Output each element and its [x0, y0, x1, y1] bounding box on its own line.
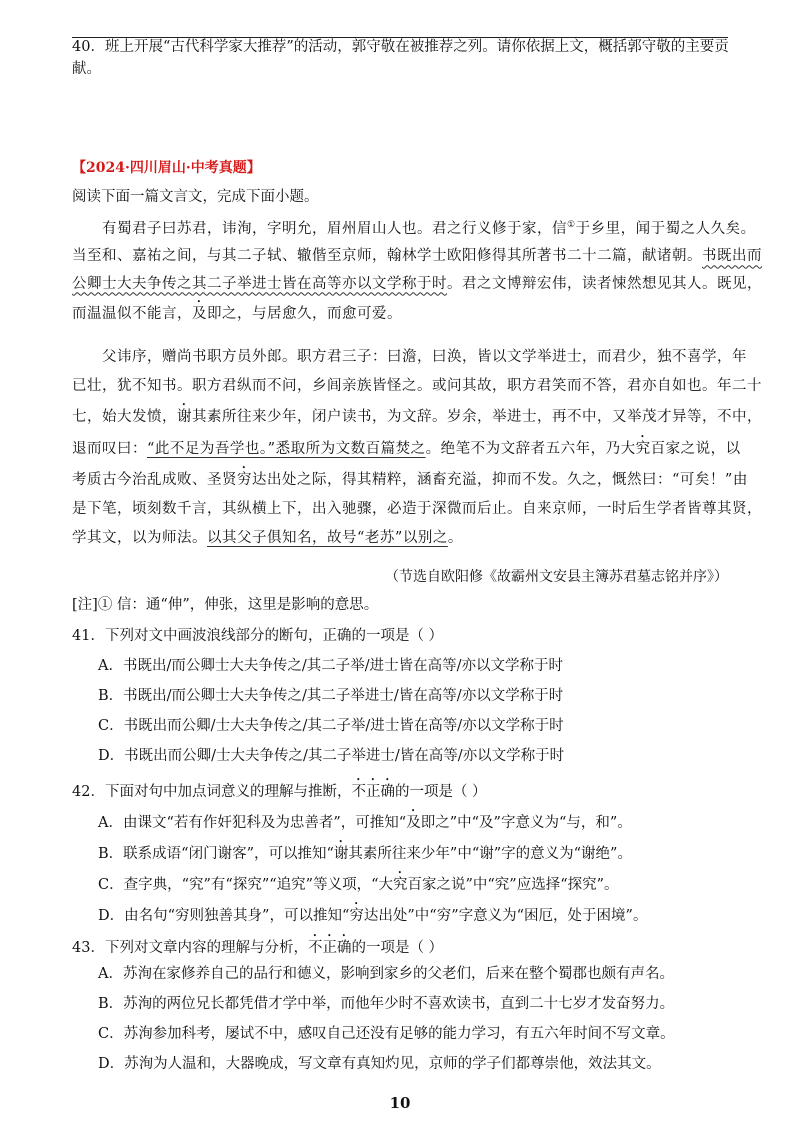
- q42-option-b: [98, 838, 758, 865]
- q42-option-a: [98, 807, 758, 834]
- q43-stem: [72, 932, 732, 959]
- q42-option-c: [98, 869, 758, 896]
- q43-stem-b: 的一项是（ ）: [351, 940, 444, 956]
- dotted-word-jiu: 究: [635, 440, 651, 457]
- q42b-2: 其素所往来少年”中“谢”字的意义为“谢绝”。: [348, 846, 632, 862]
- p2-line6: 是下笔，顷刻数千言，其纵横上下，出入驰骤，必造于深微而后止。自来京师，一时后生学者皆尊其贤，: [72, 501, 762, 518]
- page-number: 10: [389, 1094, 411, 1112]
- q40-line1: 40．班上开展“古代科学家大推荐”的活动，郭守敬在被推荐之列。请你依据上文，概括郭守敬的主要贡: [72, 39, 729, 55]
- p2-line4e: 百家之说，以: [650, 440, 741, 457]
- p2-line7c: 。: [447, 530, 463, 547]
- q40-line2: 献。: [72, 61, 101, 77]
- underlined-sentence-2: 以其父子俱知名，故号“老苏”以别之: [207, 530, 448, 547]
- q41-option-c: C．书既出而公卿/士大夫争传之/其二子举/进士皆在高等/亦以文学称于时: [98, 718, 564, 734]
- source-tag: 【2024·四川眉山·中考真题】: [72, 160, 261, 176]
- q43-option-d: D．苏洵为人温和，大器晚成，写文章有真知灼见，京师的学子们都尊崇他，效法其文。: [98, 1056, 661, 1072]
- question-40: [72, 36, 732, 80]
- q42a-dotted: 及: [406, 815, 421, 831]
- p1-line3: 。君之文博辩宏伟，读者悚然想见其人。既见，: [447, 275, 762, 292]
- dotted-word-ji: 及: [192, 305, 207, 322]
- q43-stem-a: 43．下列对文章内容的理解与分析，: [72, 940, 308, 956]
- dotted-word-qiong: 穷: [237, 471, 252, 488]
- q41-option-d: D．书既出而公卿/士大夫争传之/其二子举进士/皆在高等/亦以文学称于时: [98, 748, 565, 764]
- q42c-1: C．查字典，“究”有“探究”“追究”等义项，“大: [98, 877, 393, 893]
- annotation-note: [注]① 信：通“伸”，伸张，这里是影响的意思。: [72, 597, 379, 613]
- q41-option-b: B．书既出/而公卿士大夫争传之/其二子举进士/皆在高等/亦以文学称于时: [98, 688, 564, 704]
- q42a-2: 即之”中“及”字意义为“与，和”。: [420, 815, 632, 831]
- q43-option-b: B．苏洵的两位兄长都凭借才学中举，而他年少时不喜欢读书，直到二十七岁才发奋努力。: [98, 996, 675, 1012]
- wavy-segment-b: 公卿士大夫争传之其二子举进士皆在高等亦以文学称于时: [72, 275, 447, 292]
- q43-option-a: A．苏洵在家修养自己的品行和德义，影响到家乡的父老们，后来在整个蜀郡也颇有声名。: [98, 966, 674, 982]
- q41-option-a: A．书既出/而公卿士大夫争传之/其二子举/进士皆在高等/亦以文学称于时: [98, 658, 564, 674]
- instruction: 阅读下面一篇文言文，完成下面小题。: [72, 189, 319, 205]
- p1-line2: 当至和、嘉祐之间，与其二子轼、辙偕至京师，翰林学士欧阳修得其所著书二十二篇，献诸朝。: [72, 248, 702, 265]
- q42-stem: [72, 776, 732, 803]
- q42d-dotted: 穷: [349, 908, 364, 924]
- q41-stem: 41．下列对文中画波浪线部分的断句，正确的一项是（ ）: [72, 628, 444, 644]
- wavy-segment-a: 书既出而: [702, 248, 762, 265]
- p2-line3a: 七，始大发愤，: [72, 409, 177, 426]
- p1-line4b: 即之，与居愈久，而愈可爱。: [207, 305, 402, 322]
- q42d-1: D．由名句“穷则独善其身”，可以推知“: [98, 908, 350, 924]
- p2-line1: 父讳序，赠尚书职方员外郎。职方君三子：曰澹，曰涣，皆以文学举进士，而君少，独不喜学，年: [102, 349, 747, 365]
- q42b-1: B．联系成语“闭门谢客”，可以推知“: [98, 846, 334, 862]
- q42d-2: 达出处”中“穷”字意义为“困厄，处于困境”。: [363, 908, 648, 924]
- underlined-sentence-1: “此不足为吾学也。”悉取所为文数百篇焚之: [147, 440, 426, 457]
- q43-stem-dotted: 不正确: [307, 940, 352, 956]
- p1-line1b: 于乡里，闻于蜀之人久矣。: [575, 221, 756, 237]
- q42-stem-dotted: 不正确: [351, 784, 395, 800]
- q42a-1: A．由课文“若有作奸犯科及为忠善者”，可推知“: [98, 815, 407, 831]
- q42-stem-b: 的一项是（ ）: [394, 784, 487, 800]
- passage-citation: （节选自欧阳修《故霸州文安县主簿苏君墓志铭并序》）: [385, 569, 728, 585]
- p2-line7a: 学其文，以为师法。: [72, 530, 207, 547]
- p2-line3c: 其素所往来少年，闭户读书，为文辞。岁余，举进士，再不中，又举茂才异等，不中，: [192, 409, 762, 426]
- q43-option-c: C．苏洵参加科考，屡试不中，感叹自己还没有足够的能力学习，有五六年时间不写文章。: [98, 1026, 675, 1042]
- p1-line4a: 而温温似不能言，: [72, 305, 192, 322]
- p2-line5c: 达出处之际，得其精粹，涵畜充溢，抑而不发。久之，慨然曰：“可矣！”由: [252, 471, 748, 488]
- q42c-dotted: 究: [392, 877, 408, 893]
- q42-stem-a: 42．下面对句中加点词意义的理解与推断，: [72, 784, 352, 800]
- q42-option-d: [98, 900, 758, 927]
- q42b-dotted: 谢: [333, 846, 349, 862]
- p2-line4a: 退而叹曰：: [72, 440, 147, 457]
- footnote-ref: ①: [567, 220, 576, 231]
- passage-paragraph-2: [72, 343, 762, 553]
- p1-line1a: 有蜀君子曰苏君，讳洵，字明允，眉州眉山人也。君之行义修于家，信: [102, 221, 567, 237]
- q42c-2: 百家之说”中“究”应选择“探究”。: [407, 877, 619, 893]
- passage-paragraph-1: [72, 216, 762, 328]
- p2-line4c: 。绝笔不为文辞者五六年，乃大: [425, 440, 636, 457]
- p2-line5a: 考质古今治乱成败、圣贤: [72, 471, 237, 488]
- p2-line2: 已壮，犹不知书。职方君纵而不问，乡闾亲族皆怪之。或问其故，职方君笑而不答，君亦自如也。年二十: [72, 378, 762, 395]
- dotted-word-xie: 谢: [177, 409, 192, 426]
